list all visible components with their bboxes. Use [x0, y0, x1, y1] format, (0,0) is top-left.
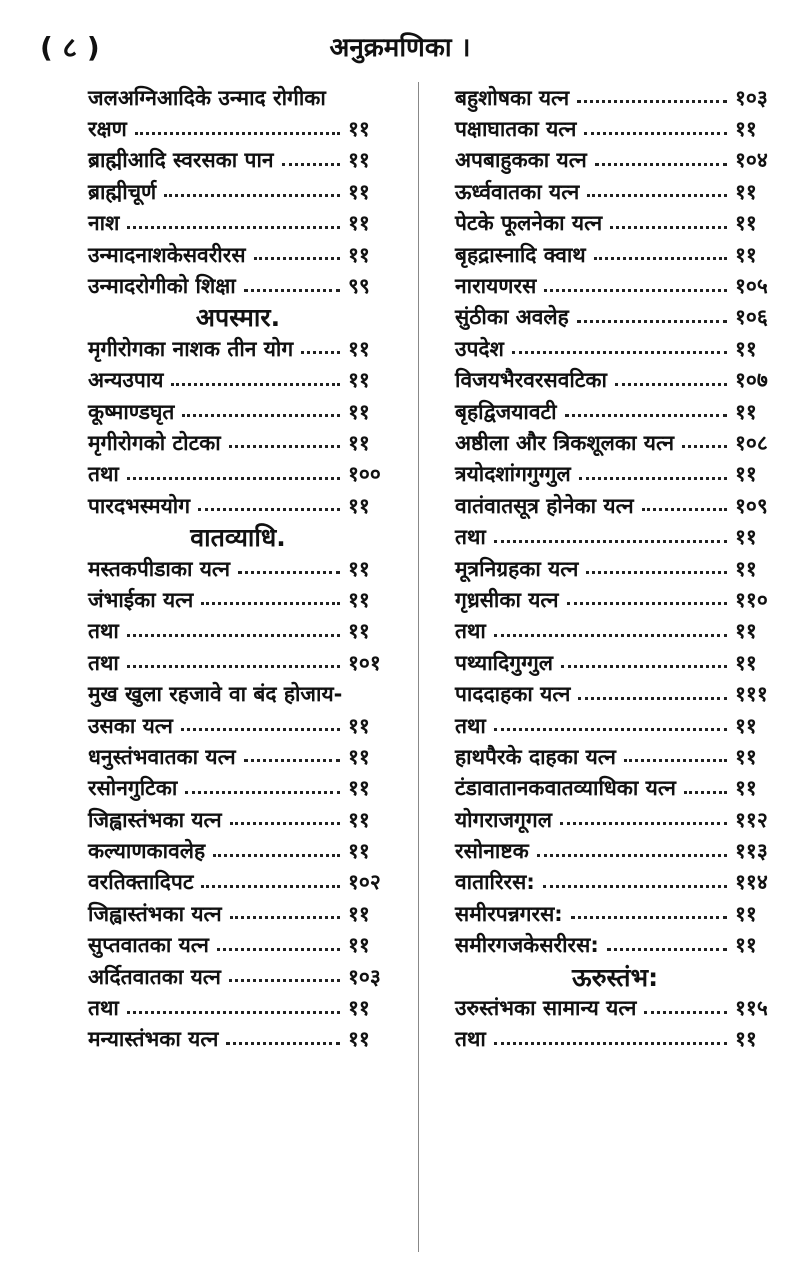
dot-leader	[512, 351, 727, 354]
column-divider	[418, 82, 419, 1252]
dot-leader	[127, 1011, 340, 1014]
index-entry	[88, 333, 388, 364]
entry-page-number: ११	[348, 901, 370, 926]
dot-leader	[494, 1042, 727, 1045]
dot-leader	[171, 383, 340, 386]
index-entry	[455, 459, 775, 490]
index-entry	[88, 396, 388, 427]
entry-label: पथ्यादिगुग्गुल	[455, 650, 554, 675]
dot-leader	[301, 351, 340, 354]
index-entry	[455, 113, 775, 144]
dot-leader	[615, 383, 727, 386]
index-entry	[88, 145, 388, 176]
entry-page-number: ११	[735, 556, 757, 581]
index-entry	[455, 302, 775, 333]
index-entry	[455, 176, 775, 207]
index-entry	[88, 616, 388, 647]
entry-page-number: ११	[735, 713, 757, 738]
dot-leader	[164, 194, 340, 197]
entry-label: ब्राह्मीचूर्ण	[88, 179, 157, 204]
entry-page-number: १०२	[348, 870, 381, 895]
entry-label: बृहद्विजयावटी	[455, 399, 557, 424]
dot-leader	[560, 822, 727, 825]
entry-label: नाश	[88, 211, 120, 236]
dot-leader	[565, 414, 727, 417]
index-entry	[455, 1024, 775, 1055]
entry-page-number: ११	[735, 399, 757, 424]
index-entry	[455, 647, 775, 678]
dot-leader	[244, 759, 340, 762]
entry-label: जलअग्निआदिके उन्माद रोगीका	[88, 85, 326, 110]
entry-label: तथा	[88, 619, 119, 644]
entry-page-number: ११	[735, 650, 757, 675]
index-entry	[88, 992, 388, 1023]
entry-label: पारदभस्मयोग	[88, 493, 191, 518]
entry-label: धनुस्तंभवातका यत्न	[88, 744, 236, 769]
entry-label: तथा	[455, 525, 486, 550]
entry-label: सुंठीका अवलेह	[455, 305, 569, 330]
entry-page-number: ११०	[735, 587, 768, 612]
dot-leader	[201, 602, 340, 605]
entry-label: अष्ठीला और त्रिकशूलका यत्न	[455, 430, 675, 455]
index-entry	[88, 1024, 388, 1055]
entry-page-number: ९९	[348, 274, 370, 299]
dot-leader	[584, 132, 727, 135]
left-column	[88, 82, 388, 1055]
entry-page-number: ११	[348, 839, 370, 864]
entry-label: उपदेश	[455, 336, 504, 361]
dot-leader	[213, 854, 340, 857]
dot-leader	[586, 571, 727, 574]
entry-label: जिह्वास्तंभका यत्न	[88, 901, 222, 926]
dot-leader	[282, 163, 340, 166]
entry-label: ऊर्ध्ववातका यत्न	[455, 179, 580, 204]
entry-label: उन्मादनाशकेसवरीरस	[88, 242, 246, 267]
section-heading	[88, 302, 388, 333]
section-heading	[455, 961, 775, 992]
entry-page-number: ११	[348, 242, 370, 267]
index-entry	[455, 835, 775, 866]
entry-page-number: ११३	[735, 839, 768, 864]
entry-label: कूष्माण्डघृत	[88, 399, 175, 424]
entry-label: ऊरुस्तंभ:	[571, 962, 659, 992]
entry-page-number: ११	[348, 148, 370, 173]
entry-label: मृगीरोगको टोटका	[88, 430, 221, 455]
dot-leader	[182, 414, 340, 417]
entry-page-number: ११	[348, 1027, 370, 1052]
dot-leader	[578, 697, 727, 700]
dot-leader	[624, 759, 727, 762]
entry-page-number: ११	[735, 211, 757, 236]
dot-leader	[577, 320, 727, 323]
entry-page-number: ११२	[735, 807, 768, 832]
entry-page-number: ११	[735, 525, 757, 550]
dot-leader	[135, 132, 340, 135]
entry-label: तथा	[88, 996, 119, 1021]
entry-label: रसोनगुटिका	[88, 776, 178, 801]
entry-page-number: ११	[348, 556, 370, 581]
index-entry	[88, 898, 388, 929]
entry-label: वरतिक्तादिपट	[88, 870, 194, 895]
entry-label: विजयभैरवरसवटिका	[455, 368, 607, 393]
index-entry	[88, 647, 388, 678]
entry-label: समीरपन्नगरस:	[455, 901, 563, 926]
index-entry	[88, 584, 388, 615]
index-entry	[455, 867, 775, 898]
index-entry	[88, 113, 388, 144]
page-number: ( ८ )	[40, 31, 100, 64]
entry-page-number: १०८	[735, 430, 768, 455]
entry-label: जंभाईका यत्न	[88, 587, 194, 612]
index-entry	[88, 459, 388, 490]
right-column	[455, 82, 775, 1055]
entry-page-number: ११	[348, 807, 370, 832]
dot-leader	[561, 665, 727, 668]
entry-label: बहुशोषका यत्न	[455, 85, 570, 110]
index-entry	[88, 741, 388, 772]
dot-leader	[587, 194, 727, 197]
index-entry	[88, 365, 388, 396]
entry-page-number: ११	[348, 619, 370, 644]
entry-label: गृध्रसीका यत्न	[455, 587, 559, 612]
entry-page-number: ११	[735, 179, 757, 204]
entry-label: अपस्मार.	[195, 303, 281, 333]
index-entry	[88, 553, 388, 584]
entry-page-number: ११५	[735, 996, 768, 1021]
entry-page-number: ११	[348, 336, 370, 361]
dot-leader	[238, 571, 340, 574]
entry-page-number: १०१	[348, 650, 381, 675]
entry-page-number: ११	[735, 336, 757, 361]
dot-leader	[644, 1011, 727, 1014]
entry-page-number: ११	[735, 744, 757, 769]
dot-leader	[571, 916, 727, 919]
entry-label: पाददाहका यत्न	[455, 682, 571, 707]
entry-label: तथा	[455, 713, 486, 738]
index-entry	[455, 992, 775, 1023]
entry-page-number: ११	[735, 1027, 757, 1052]
entry-label: अर्दितवातका यत्न	[88, 964, 221, 989]
entry-label: ब्राह्मीआदि स्वरसका पान	[88, 148, 274, 173]
entry-page-number: ११	[348, 179, 370, 204]
index-entry	[455, 804, 775, 835]
dot-leader	[642, 508, 727, 511]
dot-leader	[610, 226, 727, 229]
index-entry	[88, 490, 388, 521]
entry-page-number: ११	[348, 587, 370, 612]
entry-label: पेटके फूलनेका यत्न	[455, 211, 603, 236]
entry-label: रसोनाष्टक	[455, 839, 529, 864]
entry-page-number: १११	[735, 682, 768, 707]
entry-page-number: ११४	[735, 870, 768, 895]
index-entry	[455, 490, 775, 521]
dot-leader	[230, 822, 340, 825]
index-entry	[455, 898, 775, 929]
index-entry	[88, 773, 388, 804]
dot-leader	[127, 634, 340, 637]
entry-page-number: ११	[348, 368, 370, 393]
entry-page-number: ११	[735, 242, 757, 267]
dot-leader	[543, 885, 727, 888]
index-entry	[88, 930, 388, 961]
entry-page-number: ११	[348, 430, 370, 455]
entry-page-number: १००	[348, 462, 381, 487]
dot-leader	[217, 948, 340, 951]
entry-label: वातारिरस:	[455, 870, 535, 895]
section-heading	[88, 521, 388, 552]
entry-label: रक्षण	[88, 117, 127, 142]
entry-label: तथा	[88, 650, 119, 675]
entry-label: नारायणरस	[455, 274, 537, 299]
entry-page-number: १०३	[348, 964, 381, 989]
entry-label: वातव्याधि.	[190, 523, 286, 553]
dot-leader	[127, 226, 340, 229]
index-entry	[455, 678, 775, 709]
entry-page-number: ११	[735, 462, 757, 487]
dot-leader	[201, 885, 340, 888]
entry-page-number: १०५	[735, 274, 768, 299]
entry-label: समीरगजकेसरीरस:	[455, 933, 599, 958]
entry-page-number: ११	[348, 399, 370, 424]
dot-leader	[181, 728, 340, 731]
index-entry	[455, 710, 775, 741]
index-entry	[455, 521, 775, 552]
index-entry	[455, 270, 775, 301]
dot-leader	[544, 289, 727, 292]
dot-leader	[198, 508, 340, 511]
dot-leader	[494, 728, 727, 731]
dot-leader	[494, 540, 727, 543]
dot-leader	[579, 477, 727, 480]
index-entry	[88, 835, 388, 866]
index-entry	[455, 333, 775, 364]
dot-leader	[607, 948, 727, 951]
dot-leader	[244, 289, 340, 292]
index-entry	[88, 82, 388, 113]
index-entry	[88, 678, 388, 709]
entry-label: मस्तकपीडाका यत्न	[88, 556, 231, 581]
entry-label: कल्याणकावलेह	[88, 839, 206, 864]
index-entry	[455, 365, 775, 396]
dot-leader	[594, 257, 727, 260]
entry-page-number: ११	[348, 933, 370, 958]
entry-label: हाथपैरके दाहका यत्न	[455, 744, 616, 769]
entry-page-number: १०३	[735, 85, 768, 110]
entry-page-number: ११	[735, 901, 757, 926]
entry-page-number: ११	[348, 744, 370, 769]
entry-label: पक्षाघातका यत्न	[455, 117, 577, 142]
index-entry	[455, 427, 775, 458]
entry-page-number: ११	[348, 117, 370, 142]
entry-label: अन्यउपाय	[88, 368, 164, 393]
entry-label: मृगीरोगका नाशक तीन योग	[88, 336, 294, 361]
index-entry	[88, 176, 388, 207]
index-entry	[88, 208, 388, 239]
index-entry	[88, 961, 388, 992]
entry-label: तथा	[455, 619, 486, 644]
dot-leader	[537, 854, 727, 857]
entry-label: त्रयोदशांगगुग्गुल	[455, 462, 571, 487]
entry-label: उसका यत्न	[88, 713, 173, 738]
index-entry	[455, 396, 775, 427]
index-entry	[455, 584, 775, 615]
entry-page-number: ११	[735, 117, 757, 142]
entry-page-number: ११	[735, 619, 757, 644]
entry-page-number: ११	[348, 996, 370, 1021]
entry-label: मूत्रनिग्रहका यत्न	[455, 556, 579, 581]
index-entry	[88, 710, 388, 741]
index-entry	[455, 930, 775, 961]
index-entry	[455, 616, 775, 647]
entry-page-number: १०४	[735, 148, 768, 173]
entry-label: तथा	[455, 1027, 486, 1052]
index-entry	[455, 82, 775, 113]
entry-label: जिह्वास्तंभका यत्न	[88, 807, 222, 832]
dot-leader	[229, 445, 340, 448]
index-entry	[455, 773, 775, 804]
entry-label: उरुस्तंभका सामान्य यत्न	[455, 996, 637, 1021]
dot-leader	[577, 100, 727, 103]
entry-label: वातंवातसूत्र होनेका यत्न	[455, 493, 634, 518]
dot-leader	[494, 634, 727, 637]
page-title: अनुक्रमणिका ।	[329, 33, 471, 63]
dot-leader	[567, 602, 727, 605]
dot-leader	[226, 1042, 340, 1045]
index-entry	[455, 553, 775, 584]
dot-leader	[682, 445, 727, 448]
entry-label: मन्यास्तंभका यत्न	[88, 1027, 219, 1052]
entry-label: टंडावातानकवातव्याधिका यत्न	[455, 776, 676, 801]
index-entry	[88, 239, 388, 270]
dot-leader	[684, 791, 727, 794]
entry-label: उन्मादरोगीको शिक्षा	[88, 274, 236, 299]
index-entry	[88, 804, 388, 835]
dot-leader	[230, 916, 340, 919]
entry-page-number: ११	[735, 776, 757, 801]
dot-leader	[127, 477, 340, 480]
entry-page-number: १०६	[735, 305, 768, 330]
entry-label: अपबाहुकका यत्न	[455, 148, 587, 173]
entry-label: सुप्तवातका यत्न	[88, 933, 209, 958]
index-entry	[455, 208, 775, 239]
entry-page-number: १०७	[735, 368, 768, 393]
dot-leader	[229, 979, 340, 982]
entry-page-number: ११	[348, 713, 370, 738]
page-header	[36, 28, 764, 68]
index-entry	[455, 145, 775, 176]
index-entry	[455, 741, 775, 772]
index-entry	[88, 427, 388, 458]
entry-label: योगराजगूगल	[455, 807, 552, 832]
entry-page-number: ११	[348, 776, 370, 801]
dot-leader	[254, 257, 340, 260]
index-entry	[455, 239, 775, 270]
entry-page-number: ११	[735, 933, 757, 958]
dot-leader	[127, 665, 340, 668]
index-entry	[88, 270, 388, 301]
entry-label: बृहद्रास्नादि क्वाथ	[455, 242, 586, 267]
entry-page-number: ११	[348, 493, 370, 518]
entry-page-number: ११	[348, 211, 370, 236]
dot-leader	[185, 791, 340, 794]
entry-label: मुख खुला रहजावे वा बंद होजाय-	[88, 682, 343, 707]
entry-label: तथा	[88, 462, 119, 487]
dot-leader	[595, 163, 727, 166]
index-entry	[88, 867, 388, 898]
entry-page-number: १०९	[735, 493, 768, 518]
